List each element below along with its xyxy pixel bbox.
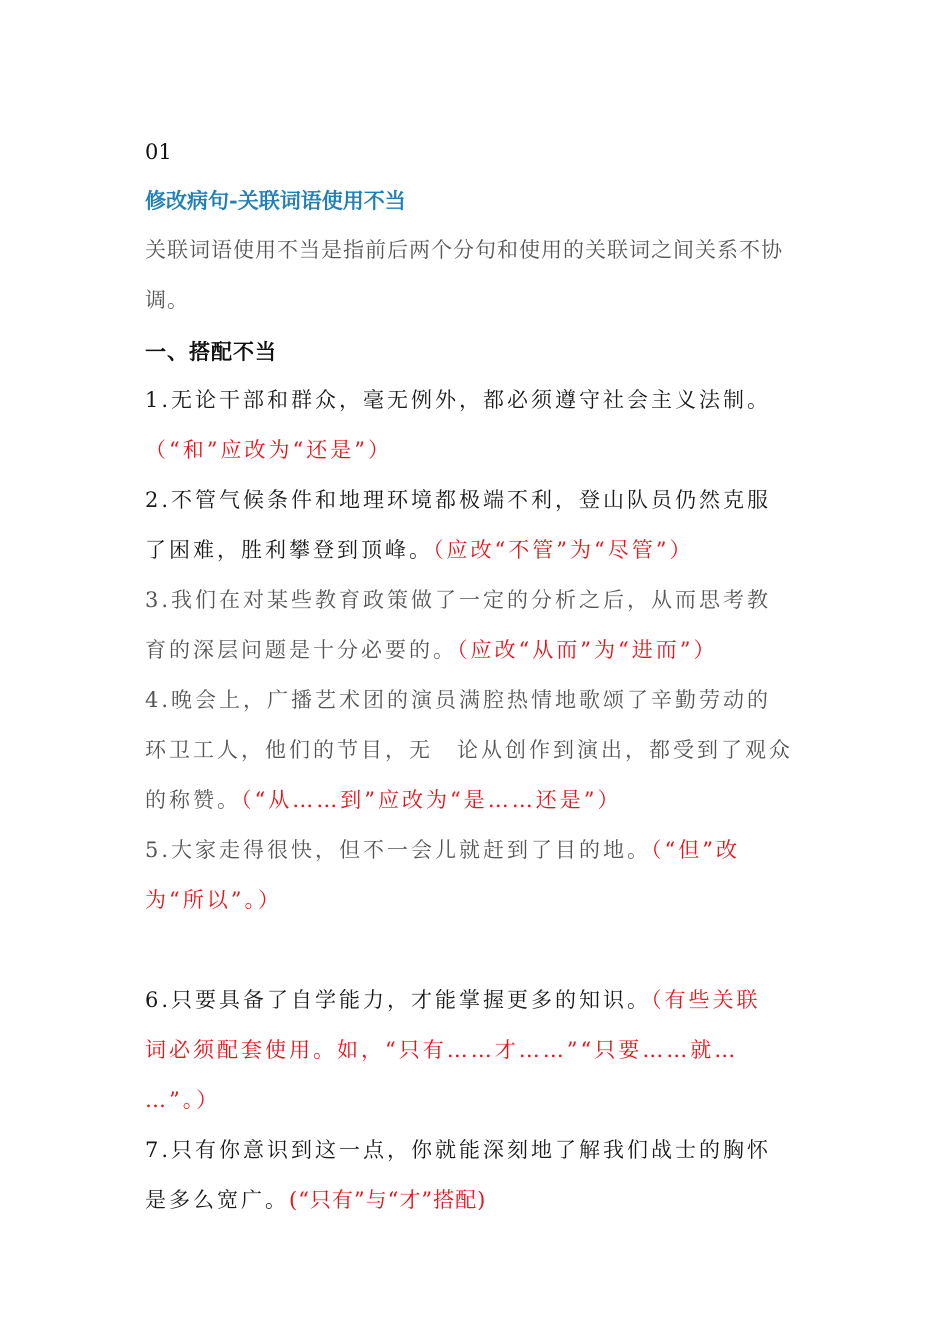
intro-line-2: 调。 [145, 288, 189, 312]
item-3-line-1: 3.我们在对某些教育政策做了一定的分析之后，从而思考教 [145, 588, 772, 612]
item-1-line-1: 1.无论干部和群众，毫无例外，都必须遵守社会主义法制。 [145, 388, 772, 412]
item-7-line-2 [145, 1186, 486, 1214]
item-4-line-2: 环卫工人，他们的节目，无 论从创作到演出，都受到了观众 [145, 738, 793, 762]
item-2-line-2 [145, 536, 693, 564]
item-1-answer: （“和”应改为“还是”） [145, 438, 392, 462]
item-2-line-1: 2.不管气候条件和地理环境都极端不利，登山队员仍然克服 [145, 488, 772, 512]
intro-line-1: 关联词语使用不当是指前后两个分句和使用的关联词之间关系不协 [145, 238, 783, 262]
item-2-answer: （应改“不管”为“尽管”） [433, 538, 694, 562]
item-4-line-3 [145, 786, 621, 814]
item-5-answer-part-1: （“但”改 [651, 838, 741, 862]
item-6-answer-part-2: 词必须配套使用。如，“只有……才……”“只要……就… [145, 1038, 739, 1062]
item-2-text: 了困难，胜利攀登到顶峰。 [145, 538, 433, 562]
item-5-line-1 [145, 836, 740, 864]
item-6-answer-part-3: …”。） [145, 1088, 221, 1112]
item-7-text: 是多么宽广。 [145, 1188, 289, 1212]
item-4-text: 的称赞。 [145, 788, 241, 812]
section-title: 修改病句-关联词语使用不当 [145, 188, 406, 213]
item-4-line-1: 4.晚会上，广播艺术团的演员满腔热情地歌颂了辛勤劳动的 [145, 688, 772, 712]
item-4-answer: （“从……到”应改为“是……还是”） [241, 788, 622, 812]
item-6-answer-part-1: （有些关联 [651, 988, 761, 1012]
item-5-answer-part-2: 为“所以”。） [145, 888, 282, 912]
section-number: 01 [145, 140, 172, 164]
item-3-text: 育的深层问题是十分必要的。 [145, 638, 457, 662]
item-7-line-1: 7.只有你意识到这一点，你就能深刻地了解我们战士的胸怀 [145, 1138, 772, 1162]
item-6-line-1 [145, 986, 761, 1014]
item-7-answer: (“只有”与“才”搭配) [289, 1188, 487, 1212]
item-6-text: 6.只要具备了自学能力，才能掌握更多的知识。 [145, 988, 652, 1012]
item-3-line-2 [145, 636, 717, 664]
subheading: 一、搭配不当 [145, 339, 277, 364]
item-5-text: 5.大家走得很快，但不一会儿就赶到了目的地。 [145, 838, 652, 862]
item-3-answer: （应改“从而”为“进而”） [457, 638, 718, 662]
